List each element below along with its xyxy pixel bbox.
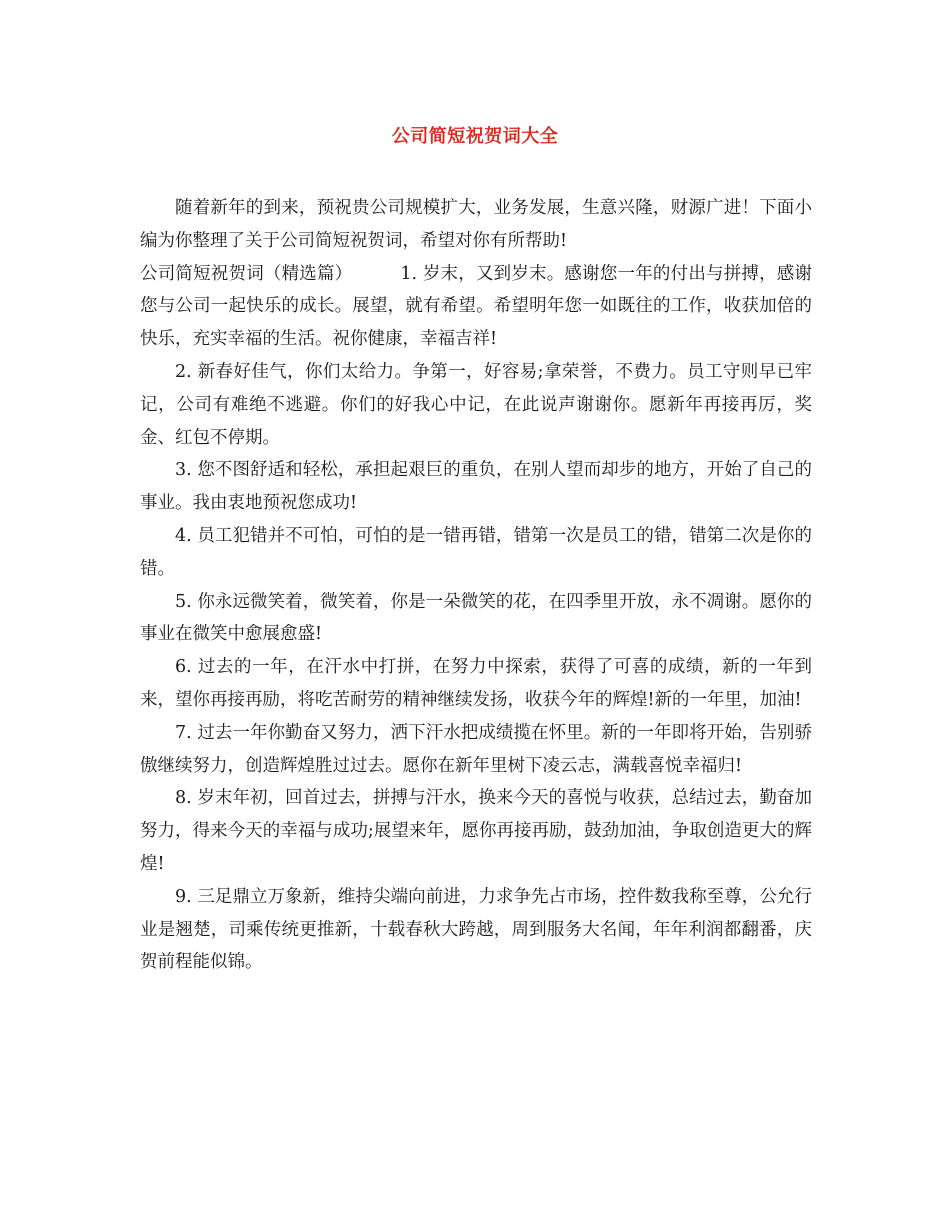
item-paragraph-9: 9. 三足鼎立万象新，维持尖端向前进，力求争先占市场，控件数我称至尊，公允行业是翘楚，司乘传统更推新，十载春秋大跨越，周到服务大名闻，年年利润都翻番，庆贺前程能似锦。 <box>140 886 812 973</box>
item-paragraph-6: 6. 过去的一年，在汗水中打拼，在努力中探索，获得了可喜的成绩，新的一年到来，望你再接再励，将吃苦耐劳的精神继续发扬，收获今年的辉煌!新的一年里，加油! <box>140 657 812 710</box>
item-paragraph-2: 2. 新春好佳气，你们太给力。争第一，好容易;拿荣誉，不费力。员工守则早已牢记，公司有难绝不逃避。你们的好我心中记，在此说声谢谢你。愿新年再接再厉，奖金、红包不停期。 <box>140 361 812 448</box>
item-paragraph-5: 5. 你永远微笑着，微笑着，你是一朵微笑的花，在四季里开放，永不凋谢。愿你的事业在微笑中愈展愈盛! <box>140 591 812 645</box>
section-label: 公司简短祝贺词（精选篇） <box>140 263 353 284</box>
item-paragraph-3: 3. 您不图舒适和轻松，承担起艰巨的重负，在别人望而却步的地方，开始了自己的事业。我由衷地预祝您成功! <box>140 460 812 514</box>
intro-paragraph: 随着新年的到来，预祝贵公司规模扩大，业务发展，生意兴隆，财源广进！下面小编为你整理了关于公司简短祝贺词，希望对你有所帮助! <box>140 198 812 251</box>
item-paragraph-8: 8. 岁末年初，回首过去，拼搏与汗水，换来今天的喜悦与收获，总结过去，勤奋加努力，得来今天的幸福与成功;展望来年，愿你再接再励，鼓劲加油，争取创造更大的辉煌! <box>140 788 812 874</box>
item-paragraph-7: 7. 过去一年你勤奋又努力，洒下汗水把成绩揽在怀里。新的一年即将开始，告别骄傲继续努力，创造辉煌胜过过去。愿你在新年里树下凌云志，满载喜悦幸福归! <box>140 722 812 776</box>
document-body <box>140 192 812 979</box>
item-text-1: 1. 岁末，又到岁末。感谢您一年的付出与拼搏，感谢您与公司一起快乐的成长。展望，就有希望。希望明年您一如既往的工作，收获加倍的快乐，充实幸福的生活。祝你健康，幸福吉祥! <box>140 263 813 350</box>
document-title: 公司简短祝贺词大全 <box>391 126 559 147</box>
item-paragraph-1 <box>140 258 812 356</box>
item-paragraph-4: 4. 员工犯错并不可怕，可怕的是一错再错，错第一次是员工的错，错第二次是你的错。 <box>140 525 812 579</box>
